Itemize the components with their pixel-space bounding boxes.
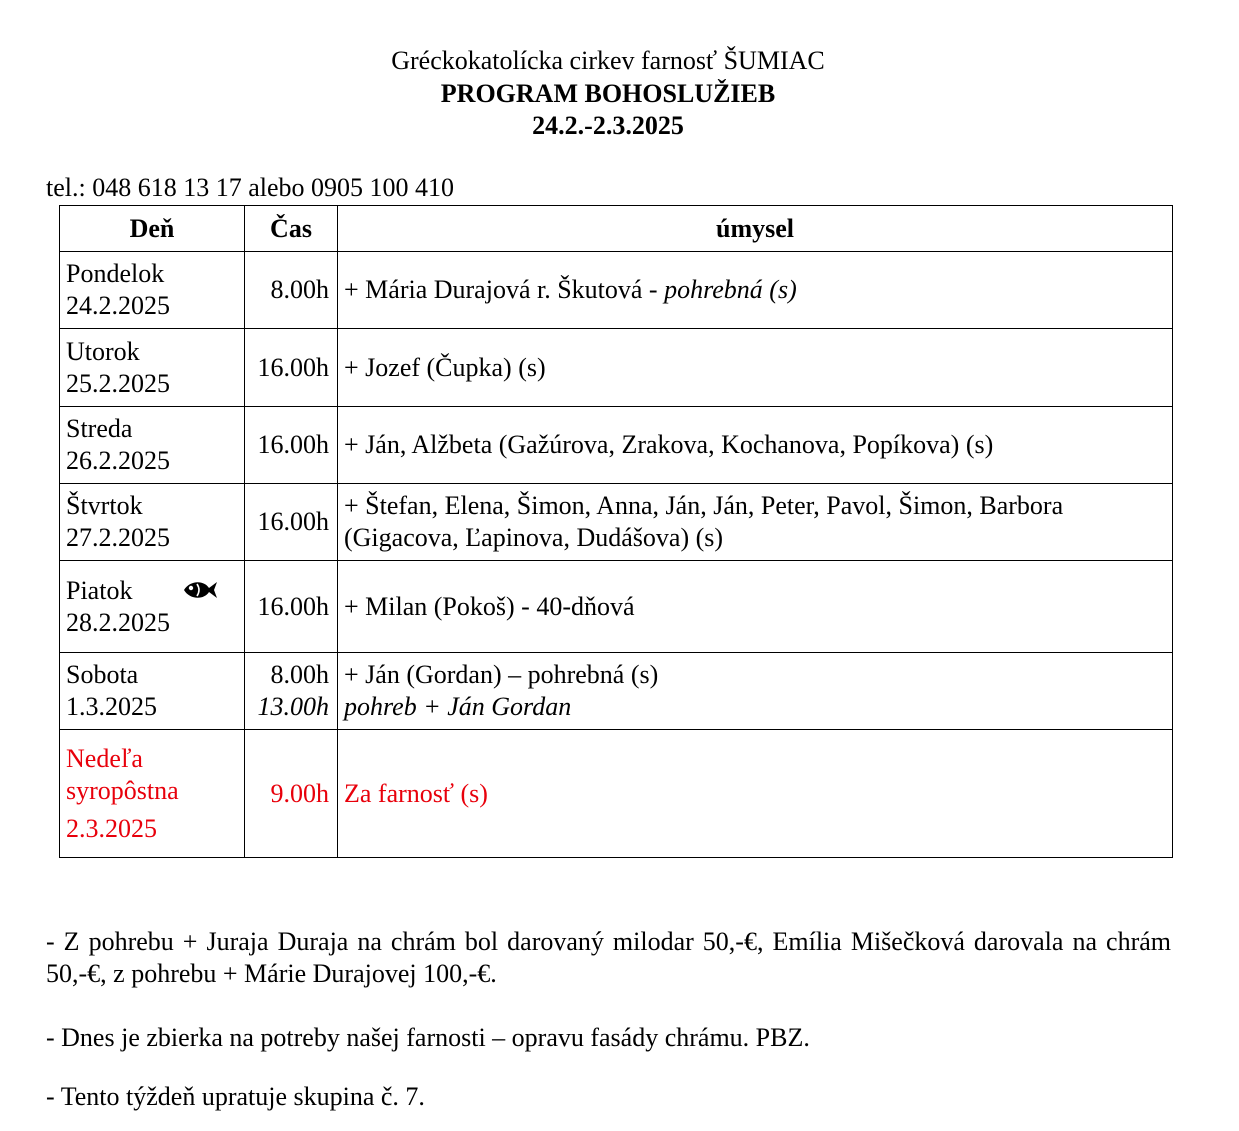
page-title: PROGRAM BOHOSLUŽIEB: [440, 79, 776, 108]
header-time: Čas: [245, 206, 338, 252]
intention-cell: [338, 484, 1173, 561]
day-date: 28.2.2025: [66, 607, 170, 637]
time-cell: 9.00h: [245, 730, 338, 858]
day-cell: [60, 252, 245, 329]
table-row: [60, 252, 1173, 329]
day-date: 27.2.2025: [66, 523, 170, 552]
day-cell: [60, 653, 245, 730]
table-row: [60, 484, 1173, 561]
day-name: Pondelok: [66, 259, 165, 288]
table-row: [60, 561, 1173, 653]
time-value: 8.00h: [270, 660, 329, 689]
announcement-donations: - Z pohrebu + Juraja Duraja na chrám bol darovaný milodar 50,-€, Emília Mišečková darovala na chrám 50,-€, z pohrebu + Márie Durajovej 100,-€.: [46, 927, 1171, 988]
header-day: Deň: [60, 206, 245, 252]
table-row: [60, 329, 1173, 407]
day-cell: [60, 484, 245, 561]
table-row-sunday: [60, 730, 1173, 858]
time-cell: 16.00h: [245, 407, 338, 484]
date-range: 24.2.-2.3.2025: [532, 111, 684, 140]
announcement-collection: - Dnes je zbierka na potreby našej farnosti – opravu fasády chrámu. PBZ.: [46, 1023, 810, 1052]
day-name-2: syropôstna: [66, 775, 179, 805]
day-date: 26.2.2025: [66, 446, 170, 475]
day-name: Utorok: [66, 336, 140, 366]
time-cell: [245, 653, 338, 730]
time-value-italic: 13.00h: [257, 692, 329, 721]
announcement-cleaning: - Tento týždeň upratuje skupina č. 7.: [46, 1082, 425, 1111]
intention-line: + Ján (Gordan) – pohrebná (s): [344, 660, 659, 689]
intention-cell: + Ján, Alžbeta (Gažúrova, Zrakova, Kochanova, Popíkova) (s): [338, 407, 1173, 484]
time-cell: 8.00h: [245, 252, 338, 329]
day-name: Streda: [66, 414, 133, 443]
day-date: 24.2.2025: [66, 291, 170, 320]
table-row: [60, 407, 1173, 484]
intention-text: + Mária Durajová r. Škutová -: [344, 275, 665, 304]
intention-line: (Gigacova, Ľapinova, Dudášova) (s): [344, 523, 724, 552]
header-intention: úmysel: [338, 206, 1173, 252]
day-date: 1.3.2025: [66, 692, 157, 721]
intention-cell: + Jozef (Čupka) (s): [338, 329, 1173, 407]
day-cell: [60, 730, 245, 858]
intention-cell: [338, 252, 1173, 329]
parish-name: Gréckokatolícka cirkev farnosť ŠUMIAC: [391, 46, 825, 75]
time-cell: 16.00h: [245, 329, 338, 407]
day-cell: [60, 561, 245, 653]
day-cell: [60, 329, 245, 407]
day-name: Piatok: [66, 575, 133, 605]
intention-cell: [338, 653, 1173, 730]
day-date: 2.3.2025: [66, 813, 157, 843]
day-date: 25.2.2025: [66, 368, 170, 398]
intention-line: + Štefan, Elena, Šimon, Anna, Ján, Ján, Peter, Pavol, Šimon, Barbora: [344, 491, 1064, 520]
time-cell: 16.00h: [245, 484, 338, 561]
phone-number: tel.: 048 618 13 17 alebo 0905 100 410: [46, 173, 455, 202]
schedule-table: [59, 205, 1173, 858]
intention-cell: Za farnosť (s): [338, 730, 1173, 858]
day-name: Štvrtok: [66, 491, 143, 520]
time-cell: 16.00h: [245, 561, 338, 653]
day-cell: [60, 407, 245, 484]
day-name: Sobota: [66, 660, 139, 689]
intention-line-italic: pohreb + Ján Gordan: [344, 692, 572, 721]
table-header-row: [60, 206, 1173, 252]
table-row: [60, 653, 1173, 730]
fish-icon: [182, 578, 218, 602]
day-name: Nedeľa: [66, 743, 143, 773]
intention-italic: pohrebná (s): [664, 275, 797, 304]
intention-cell: + Milan (Pokoš) - 40-dňová: [338, 561, 1173, 653]
